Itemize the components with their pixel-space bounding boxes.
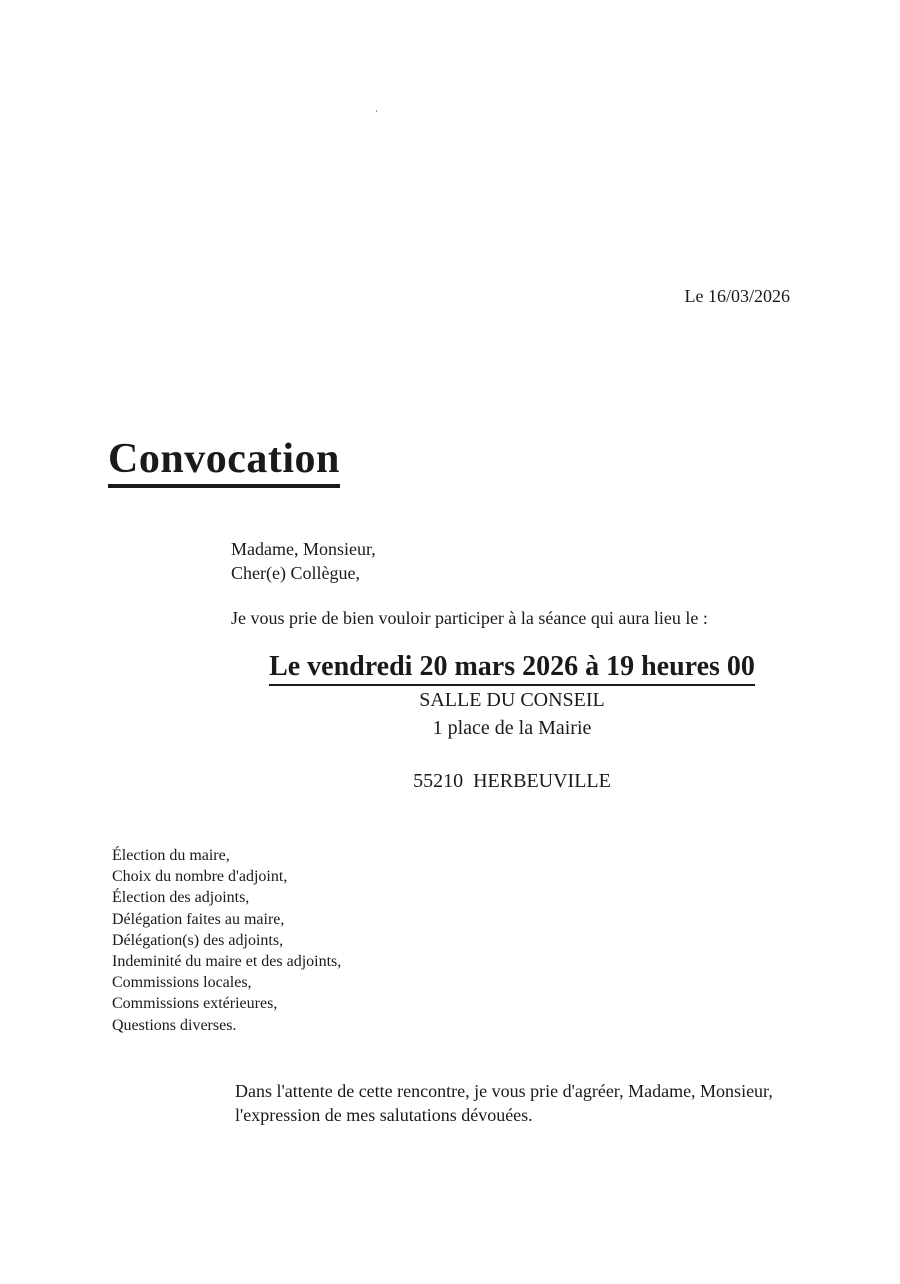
closing-line-2: l'expression de mes salutations dévouées.	[235, 1105, 533, 1125]
agenda-item: Commissions extérieures,	[112, 995, 278, 1013]
closing-line-1: Dans l'attente de cette rencontre, je vous prie d'agréer, Madame, Monsieur,	[235, 1081, 773, 1101]
salutation-line-1: Madame, Monsieur,	[231, 539, 376, 559]
agenda-item: Questions diverses.	[112, 1016, 237, 1034]
venue-address: 1 place de la Mairie	[432, 717, 592, 739]
agenda-item: Élection des adjoints,	[112, 889, 250, 907]
meeting-venue	[0, 686, 900, 742]
venue-name: SALLE DU CONSEIL	[419, 689, 605, 711]
page-title: Convocation	[108, 436, 340, 488]
agenda-item: Élection du maire,	[112, 847, 230, 864]
salutation	[231, 537, 376, 585]
meeting-datetime: Le vendredi 20 mars 2026 à 19 heures 00	[269, 650, 755, 686]
salutation-line-2: Cher(e) Collègue,	[231, 563, 360, 583]
agenda-item: Délégation faites au maire,	[112, 910, 285, 928]
agenda-item: Choix du nombre d'adjoint,	[112, 868, 288, 886]
agenda-list	[112, 845, 341, 1036]
venue-city: 55210 HERBEUVILLE	[413, 770, 611, 792]
letter-date: Le 16/03/2026	[684, 286, 790, 306]
agenda-item: Délégation(s) des adjoints,	[112, 931, 284, 949]
agenda-item: Commissions locales,	[112, 974, 252, 992]
agenda-item: Indeminité du maire et des adjoints,	[112, 953, 342, 971]
meeting-block	[0, 650, 900, 686]
scan-speck	[376, 110, 377, 112]
closing-text	[235, 1079, 773, 1127]
intro-text: Je vous prie de bien vouloir participer à la séance qui aura lieu le :	[231, 608, 708, 628]
